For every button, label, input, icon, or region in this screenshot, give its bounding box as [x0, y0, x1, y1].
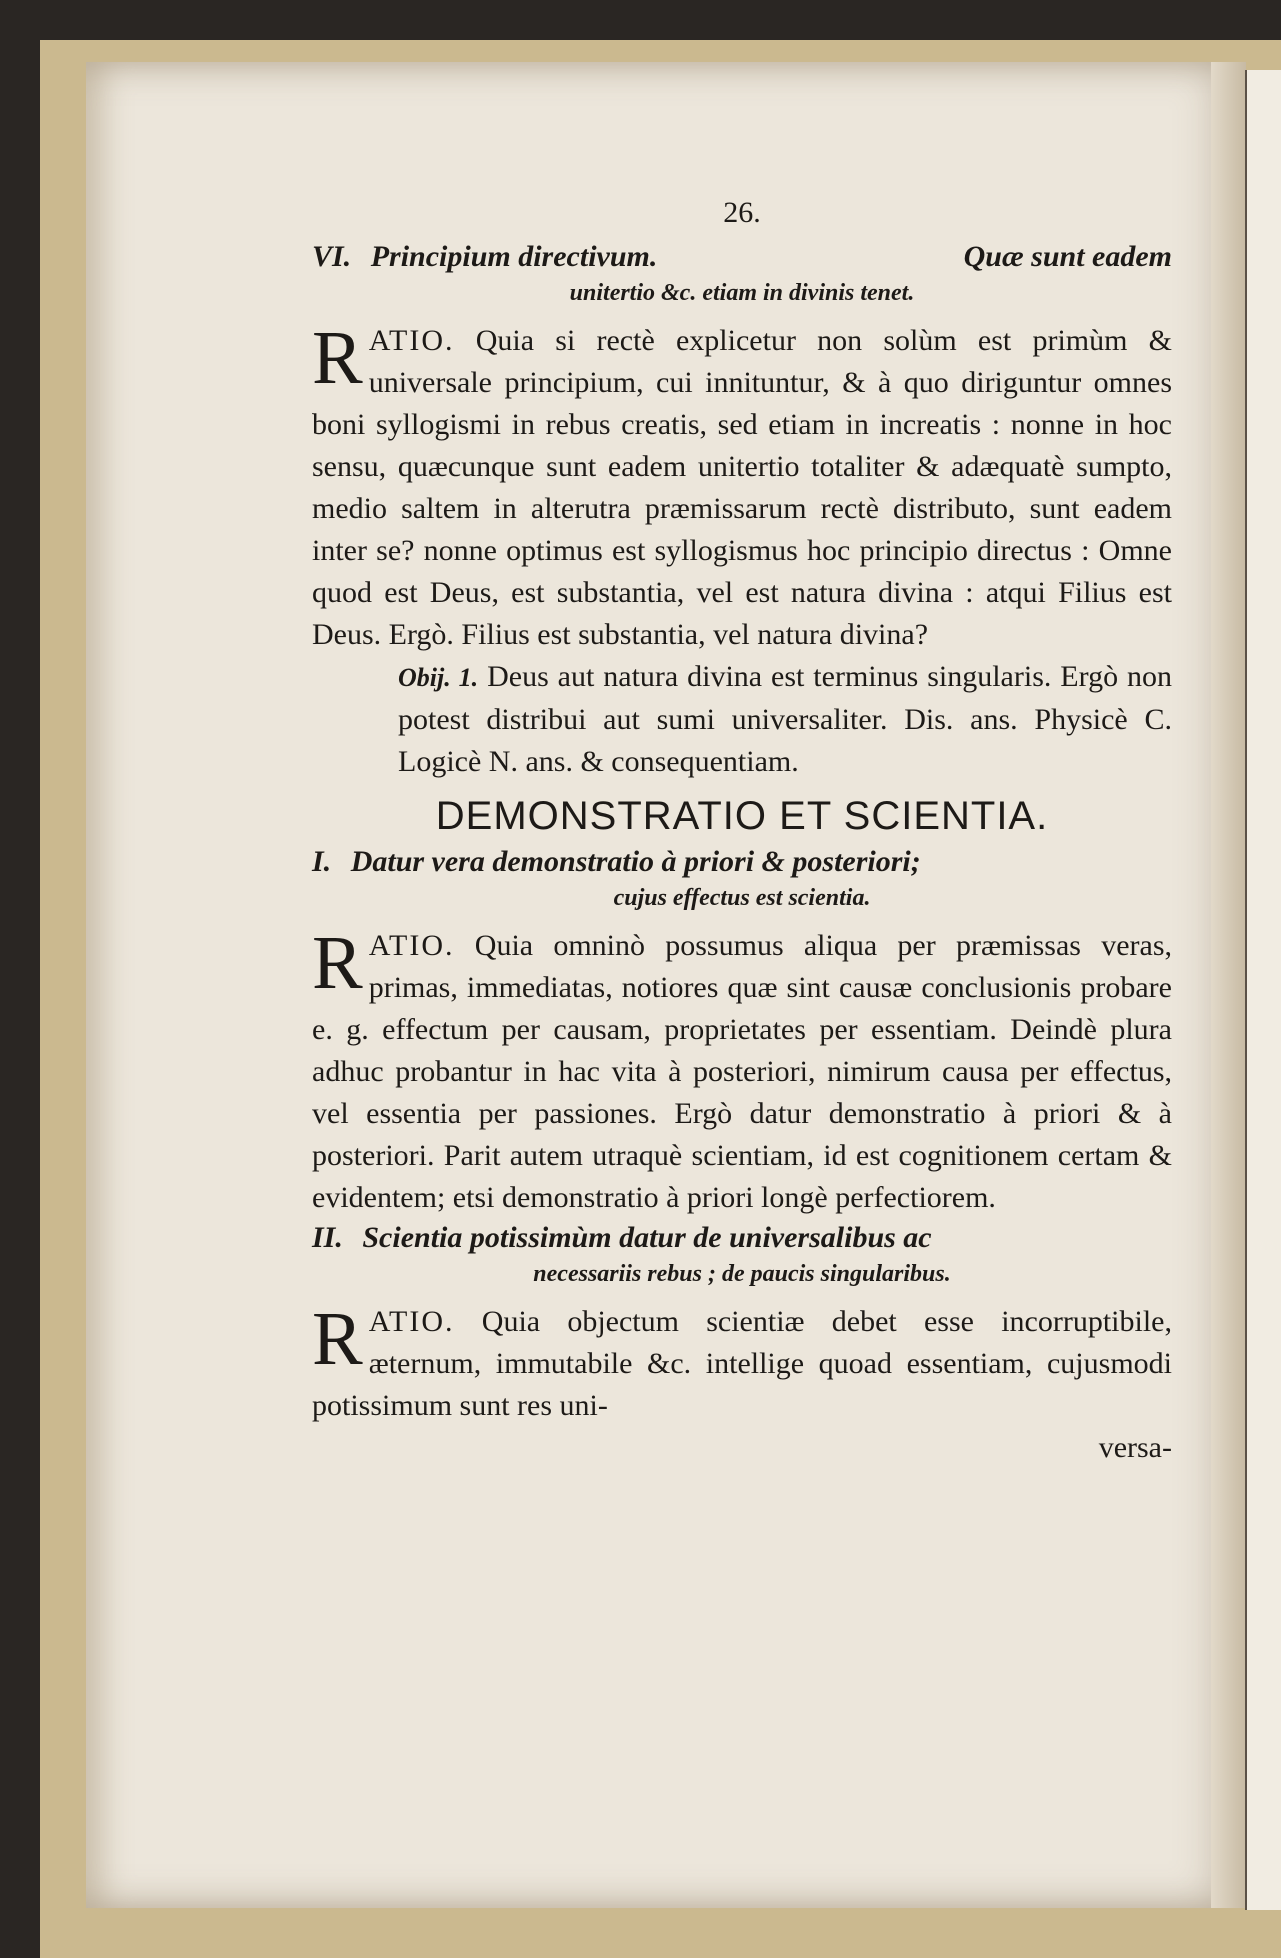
heading-number: VI.: [312, 240, 352, 273]
heading-text: Principium directivum.: [370, 240, 658, 273]
objection-label: Obij. 1.: [398, 663, 479, 692]
catchword: versa-: [1098, 1431, 1172, 1464]
drop-cap: R: [312, 1297, 363, 1381]
paragraph-body: Quia si rectè explicetur non solùm est primùm & universale principium, cui innituntur, & à quo diriguntur omnes boni syllogismi in rebus creatis, sed etiam in increatis : nonne in hoc sensu, quæcunque sunt eadem unitertio totaliter & adæquatè sumpto, medio saltem in alterutra præmissarum rectè distributo, sunt eadem inter se? nonne optimus est syllogismus hoc principio directus : Omne quod est Deus, est substantia, vel est natura divina : atqui Filius est Deus. Ergò. Filius est substantia, vel natura divina?: [312, 324, 1172, 651]
facing-page-edge: [1245, 70, 1281, 1910]
paragraph-lead: ATIO.: [368, 324, 455, 357]
heading-ii: [312, 1219, 1172, 1257]
heading-number: II.: [312, 1221, 343, 1254]
objection-paragraph: [312, 656, 1172, 783]
paragraph-body: Quia omninò possumus aliqua per præmissas veras, primas, immediatas, notiores quæ sint causæ conclusionis probare e. g. effectum per causam, proprietates per essentiam. Deindè plura adhuc probantur in hac vita à posteriori, nimirum causa per effectus, vel essentia per passiones. Ergò datur demonstratio à priori & à posteriori. Parit autem utraquè scientiam, id est cognitionem certam & evidentem; etsi demonstratio à priori longè perfectiorem.: [312, 929, 1172, 1214]
heading-number: I.: [312, 845, 332, 878]
heading-i: [312, 843, 1172, 881]
heading-subline: necessariis rebus ; de paucis singularibus.: [533, 1261, 951, 1287]
paragraph-lead: ATIO.: [368, 1305, 455, 1338]
heading-text: Scientia potissimùm datur de universalibus ac: [362, 1221, 932, 1254]
paragraph-lead: ATIO.: [368, 929, 455, 962]
drop-cap: R: [312, 921, 363, 1005]
page-text: [312, 192, 1172, 1469]
heading-text: Datur vera demonstratio à priori & posteriori;: [350, 845, 921, 878]
page-number: 26.: [723, 196, 761, 229]
objection-body: Deus aut natura divina est terminus singularis. Ergò non potest distribui aut sumi universaliter. Dis. ans. Physicè C. Logicè N. ans. & consequentiam.: [398, 660, 1172, 778]
paragraph-ratio-2: [312, 921, 1172, 1219]
drop-cap: R: [312, 316, 363, 400]
paragraph-body: Quia objectum scientiæ debet esse incorruptibile, æternum, immutabile &c. intellige quoad essentiam, cujusmodi potissimum sunt res uni-: [312, 1305, 1172, 1422]
paragraph-ratio-1: [312, 316, 1172, 656]
paragraph-ratio-3: [312, 1297, 1172, 1427]
heading-subline: unitertio &c. etiam in divinis tenet.: [569, 280, 915, 306]
heading-vi: [312, 238, 1172, 276]
page-gutter: [1211, 62, 1246, 1908]
section-title: DEMONSTRATIO ET SCIENTIA.: [435, 794, 1049, 838]
heading-subline: cujus effectus est scientia.: [613, 885, 871, 911]
heading-text-right: Quæ sunt eadem: [963, 240, 1172, 273]
